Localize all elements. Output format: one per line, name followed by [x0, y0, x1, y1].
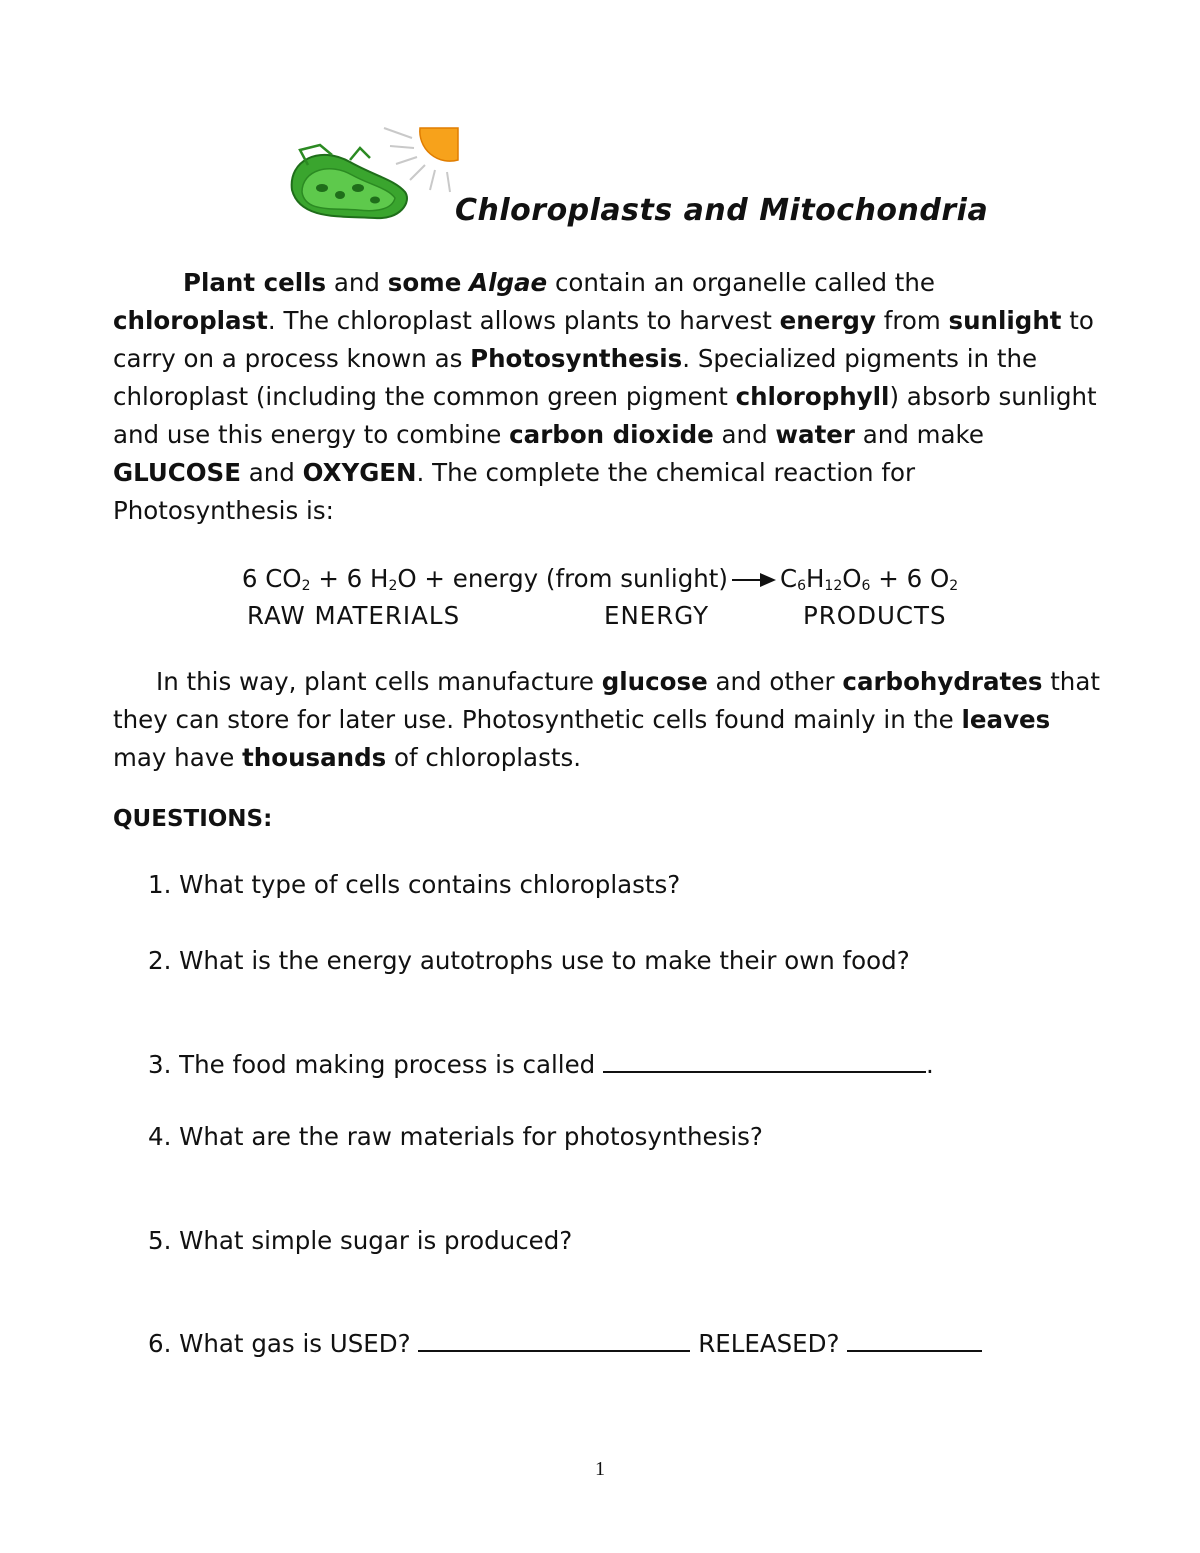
question-4: 4. What are the raw materials for photosynthesis?	[148, 1122, 763, 1151]
photosynthesis-equation: 6 $CO_2 + 6$ $H_2O$ + energy (from sunlight) $C_6H_{12}O_6 + 6$ $O_2$	[241, 564, 959, 594]
question-2: 2. What is the energy autotrophs use to make their own food?	[148, 946, 910, 975]
question-5: 5. What simple sugar is produced?	[148, 1226, 573, 1255]
label-products: PRODUCTS	[803, 601, 947, 630]
question-3: 3. The food making process is called .	[148, 1046, 934, 1084]
answer-blank-used[interactable]	[418, 1326, 690, 1352]
question-6: 6. What gas is USED? RELEASED?	[148, 1325, 982, 1363]
label-raw-materials: RAW MATERIALS	[247, 601, 461, 630]
reaction-arrow-icon	[730, 570, 778, 590]
intro-paragraph: Plant cells and some Algae contain an organelle called the chloroplast. The chloroplast allows plants to harvest energy from sunlight to carry on a process known as Photosynthesis. Specialized pigments in the chloroplast (including the common green pigment chlorophyll) absorb sunlight and use this energy to combine carbon dioxide and water and make GLUCOSE and OXYGEN. The complete the chemical reaction for Photosynthesis is:	[113, 268, 1097, 525]
sun-icon	[420, 128, 458, 161]
second-paragraph: In this way, plant cells manufacture glucose and other carbohydrates that they can store for later use. Photosynthetic cells found mainly in the leaves may have thousands of chloroplasts.	[113, 667, 1100, 772]
answer-blank-3[interactable]	[603, 1047, 926, 1073]
label-energy: ENERGY	[604, 601, 710, 630]
page-title: Chloroplasts and Mitochondria	[455, 193, 989, 228]
questions-heading: QUESTIONS:	[113, 806, 273, 832]
page-number: 1	[595, 1458, 605, 1480]
question-1: 1. What type of cells contains chloroplasts?	[148, 870, 681, 899]
answer-blank-released[interactable]	[847, 1326, 982, 1352]
chloroplast-with-sun-icon	[280, 120, 465, 235]
